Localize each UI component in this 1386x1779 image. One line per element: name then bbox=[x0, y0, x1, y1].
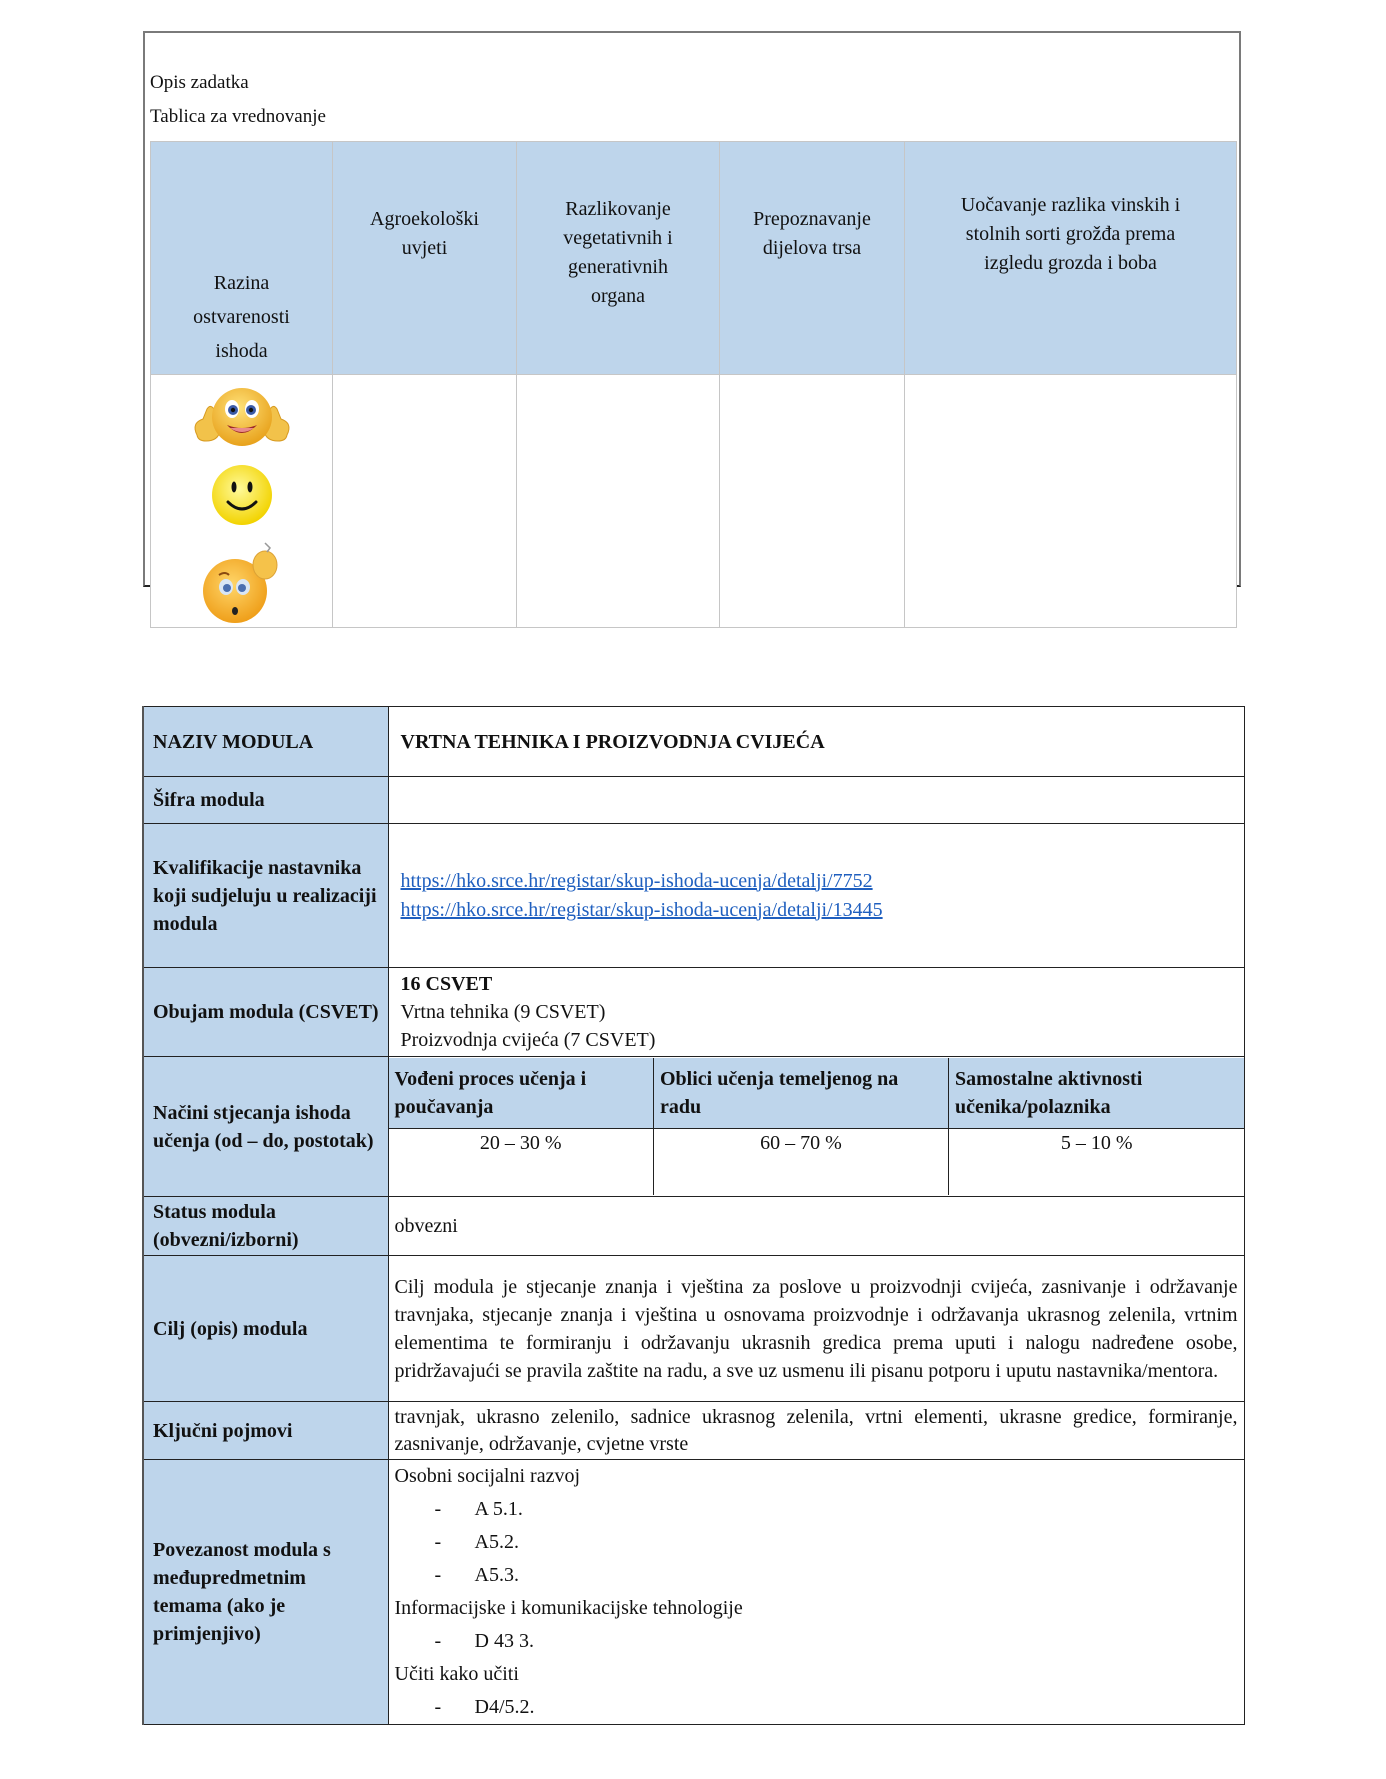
module-code-label: Šifra modula bbox=[143, 777, 388, 824]
module-volume-label: Obujam modula (CSVET) bbox=[143, 968, 388, 1057]
method-header-work-based: Oblici učenja temeljenog na radu bbox=[654, 1058, 949, 1129]
module-goal-label: Cilj (opis) modula bbox=[143, 1256, 388, 1402]
topic-item: - D4/5.2. bbox=[434, 1696, 535, 1718]
smiley-face-icon bbox=[187, 459, 297, 531]
organs-cell[interactable] bbox=[517, 375, 720, 628]
key-terms-label: Ključni pojmovi bbox=[143, 1402, 388, 1460]
evaluation-table bbox=[150, 141, 1237, 628]
evaluation-body-row bbox=[151, 375, 1237, 628]
method-value-work-based: 60 – 70 % bbox=[654, 1129, 949, 1196]
method-value-guided: 20 – 30 % bbox=[389, 1129, 654, 1196]
module-status-value: obvezni bbox=[388, 1197, 1244, 1256]
topic-item: - A5.3. bbox=[434, 1564, 519, 1586]
module-code-value[interactable] bbox=[388, 777, 1244, 824]
module-volume-row bbox=[143, 968, 1244, 1057]
method-header-independent: Samostalne aktivnosti učenika/polaznika bbox=[949, 1058, 1245, 1129]
module-code-row bbox=[143, 777, 1244, 824]
column-header-level: Razina ostvarenosti ishoda bbox=[151, 142, 333, 375]
module-volume-part: Vrtna tehnika (9 CSVET) bbox=[400, 1001, 606, 1023]
confused-smiley-icon bbox=[187, 535, 297, 627]
module-goal-row bbox=[143, 1256, 1244, 1402]
cross-curricular-label: Povezanost modula s međupredmetnim temama (ako je primjenjivo) bbox=[143, 1460, 388, 1725]
teacher-qualifications-row bbox=[143, 824, 1244, 968]
module-status-label: Status modula (obvezni/izborni) bbox=[143, 1197, 388, 1256]
topic-heading: Učiti kako učiti bbox=[394, 1663, 519, 1685]
task-description-label: Opis zadatka bbox=[150, 72, 249, 93]
topic-heading: Osobni socijalni razvoj bbox=[394, 1465, 581, 1487]
column-header-agroecological: Agroekološki uvjeti bbox=[333, 142, 517, 375]
topic-heading: Informacijske i komunikacijske tehnologije bbox=[394, 1597, 743, 1619]
topic-item: - D 43 3. bbox=[434, 1630, 534, 1652]
method-header-guided: Vođeni proces učenja i poučavanja bbox=[389, 1058, 654, 1129]
teacher-qualifications-value bbox=[388, 824, 1244, 968]
qualification-link-13445[interactable]: https://hko.srce.hr/registar/skup-ishoda-ucenja/detalji/13445 bbox=[400, 898, 883, 921]
learning-methods-value bbox=[388, 1057, 1244, 1197]
column-header-vine-parts: Prepoznavanje dijelova trsa bbox=[720, 142, 905, 375]
module-table bbox=[142, 706, 1245, 1725]
module-name-row bbox=[143, 707, 1244, 777]
level-cell bbox=[151, 375, 333, 628]
topic-item: - A 5.1. bbox=[434, 1498, 523, 1520]
learning-methods-label: Načini stjecanja ishoda učenja (od – do, postotak) bbox=[143, 1057, 388, 1197]
qualification-link-7752[interactable]: https://hko.srce.hr/registar/skup-ishoda-ucenja/detalji/7752 bbox=[400, 869, 873, 892]
module-goal-value: Cilj modula je stjecanje znanja i vještina za poslove u proizvodnji cvijeća, zasnivanje i održavanje travnjaka, stjecanje znanja i vještina u osnovama proizvodnje i održavanja ukrasnog zelenila, vrtnim elementima te formiranju i održavanju ukrasnih gredica prema uputi i nalogu nadređene osobe, pridržavajući se pravila zaštite na radu, a sve uz usmenu ili pisanu potporu i uputu nastavnika/mentora. bbox=[388, 1256, 1244, 1402]
module-volume-value bbox=[388, 968, 1244, 1057]
method-value-independent: 5 – 10 % bbox=[949, 1129, 1245, 1196]
learning-methods-table bbox=[389, 1058, 1245, 1195]
key-terms-value: travnjak, ukrasno zelenilo, sadnice ukrasnog zelenila, vrtni elementi, ukrasne gredice, formiranje, zasnivanje, održavanje, cvjetne vrste bbox=[388, 1402, 1244, 1460]
topic-item: - A5.2. bbox=[434, 1531, 519, 1553]
grape-varieties-cell[interactable] bbox=[905, 375, 1237, 628]
module-volume-total: 16 CSVET bbox=[400, 973, 493, 995]
module-name-label: NAZIV MODULA bbox=[143, 707, 388, 777]
module-volume-part: Proizvodnja cvijeća (7 CSVET) bbox=[400, 1029, 656, 1051]
module-status-row bbox=[143, 1197, 1244, 1256]
learning-methods-row bbox=[143, 1057, 1244, 1197]
thumbs-up-smiley-icon bbox=[187, 383, 297, 455]
learning-methods-header-row bbox=[389, 1058, 1245, 1129]
cross-curricular-value bbox=[388, 1460, 1244, 1725]
column-header-grape-varieties: Uočavanje razlika vinskih i stolnih sorti grožđa prema izgledu grozda i boba bbox=[905, 142, 1237, 375]
evaluation-header-row bbox=[151, 142, 1237, 375]
learning-methods-value-row bbox=[389, 1129, 1245, 1196]
evaluation-table-title: Tablica za vrednovanje bbox=[150, 106, 326, 127]
key-terms-row bbox=[143, 1402, 1244, 1460]
teacher-qualifications-label: Kvalifikacije nastavnika koji sudjeluju u realizaciji modula bbox=[143, 824, 388, 968]
vine-parts-cell[interactable] bbox=[720, 375, 905, 628]
module-name-value: VRTNA TEHNIKA I PROIZVODNJA CVIJEĆA bbox=[388, 707, 1244, 777]
column-header-organs: Razlikovanje vegetativnih i generativnih organa bbox=[517, 142, 720, 375]
agroecological-cell[interactable] bbox=[333, 375, 517, 628]
cross-curricular-row bbox=[143, 1460, 1244, 1725]
